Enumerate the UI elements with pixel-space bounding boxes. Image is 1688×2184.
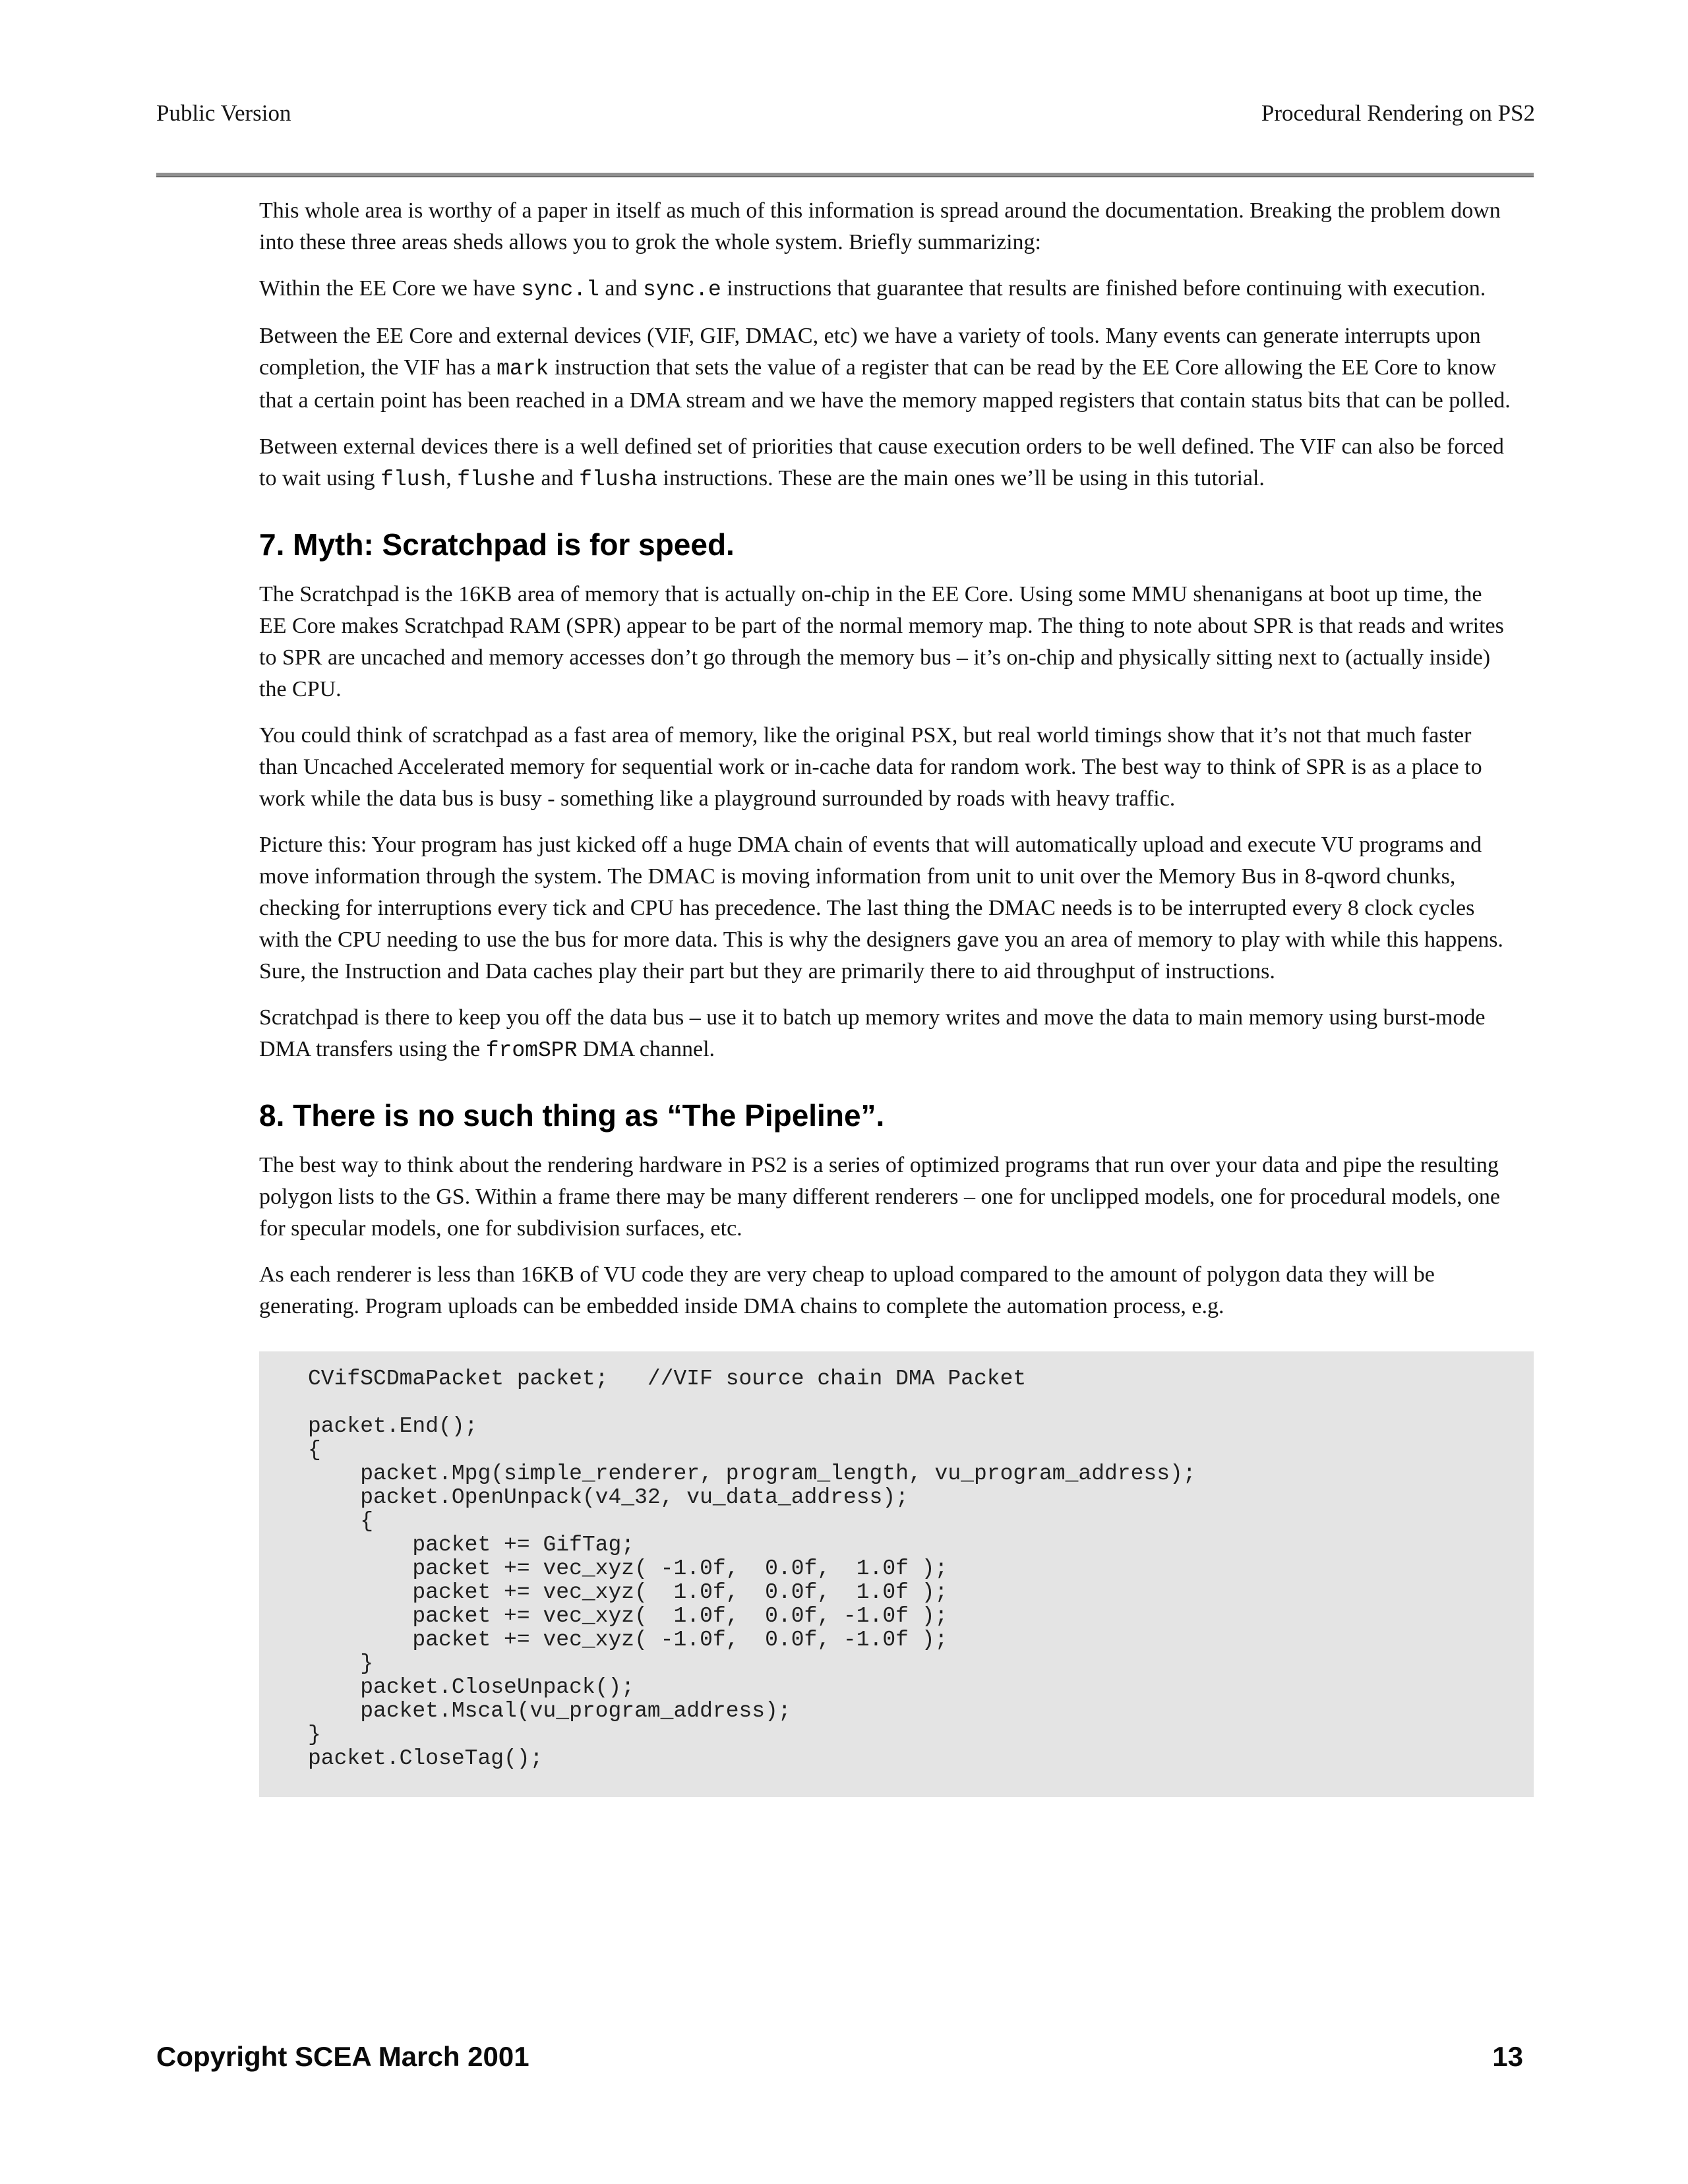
code-line: packet.CloseTag();	[308, 1746, 543, 1771]
footer-copyright-text: Copyright SCEA March 2001	[156, 2041, 529, 2072]
paragraph: Scratchpad is there to keep you off the data bus – use it to batch up memory writes and move the data to main memory using burst-mode DMA transfers using the fromSPR DMA channel.	[259, 1005, 1486, 1063]
code-line: packet += vec_xyz( 1.0f, 0.0f, 1.0f );	[308, 1580, 948, 1605]
paragraph: The best way to think about the rendering hardware in PS2 is a series of optimized programs that run over your data and pipe the resulting polygon lists to the GS. Within a frame there may be many different renderers – one for unclipped models, one for procedural models, one for specular models, one for subdivision surfaces, etc.	[259, 1153, 1500, 1241]
paragraph: Between the EE Core and external devices (VIF, GIF, DMAC, etc) we have a variety of tools. Many events can generate interrupts upon completion, the VIF has a mark instruction that sets the value of a register that can be read by the EE Core allowing the EE Core to know that a certain point has been reached in a DMA stream and we have the memory mapped registers that contain status bits that can be polled.	[259, 324, 1511, 413]
code-line: {	[308, 1438, 321, 1462]
code-line	[308, 1391, 1521, 1415]
section-heading: 7. Myth: Scratchpad is for speed.	[259, 527, 735, 562]
document-body	[259, 195, 1512, 1797]
code-line: }	[308, 1651, 374, 1676]
code-line: packet.Mscal(vu_program_address);	[308, 1699, 791, 1723]
code-line: packet.CloseUnpack();	[308, 1675, 635, 1699]
header-rule	[156, 173, 1534, 177]
code-line: }	[308, 1723, 321, 1747]
inline-code: flushe	[457, 467, 536, 492]
paragraph: The Scratchpad is the 16KB area of memory that is actually on-chip in the EE Core. Using some MMU shenanigans at boot up time, the EE Core makes Scratchpad RAM (SPR) appear to be part of the normal memory map. The thing to note about SPR is that reads and writes to SPR are uncached and memory accesses don’t go through the memory bus – it’s on-chip and physically sitting next to (actually inside) the CPU.	[259, 582, 1504, 701]
paragraph: This whole area is worthy of a paper in itself as much of this information is spread around the documentation. Breaking the problem down into these three areas sheds allows you to grok the whole system. Briefly summarizing:	[259, 198, 1501, 254]
paragraph: You could think of scratchpad as a fast area of memory, like the original PSX, but real world timings show that it’s not that much faster than Uncached Accelerated memory for sequential work or in-cache data for random work. The best way to think of SPR is as a place to work while the data bus is busy - something like a playground surrounded by roads with heavy traffic.	[259, 723, 1482, 811]
page-header	[156, 99, 1535, 128]
code-line: packet.Mpg(simple_renderer, program_length, vu_program_address);	[308, 1461, 1196, 1486]
inline-code: flusha	[579, 467, 657, 492]
inline-code: fromSPR	[485, 1038, 578, 1063]
paragraph: Within the EE Core we have sync.l and sync.e instructions that guarantee that results are finished before continuing with execution.	[259, 276, 1486, 302]
section-heading: 8. There is no such thing as “The Pipeline”.	[259, 1098, 885, 1133]
code-block	[259, 1351, 1534, 1797]
header-right-text: Procedural Rendering on PS2	[1261, 100, 1535, 126]
code-line: packet.End();	[308, 1414, 478, 1438]
paragraph: Picture this: Your program has just kicked off a huge DMA chain of events that will automatically upload and execute VU programs and move information through the system. The DMAC is moving information from unit to unit over the Memory Bus in 8-qword chunks, checking for interruptions every tick and CPU has precedence. The last thing the DMAC needs is to be interrupted every 8 clock cycles with the CPU needing to use the bus for more data. This is why the designers gave you an area of memory to play with while this happens. Sure, the Instruction and Data caches play their part but they are primarily there to aid throughput of instructions.	[259, 833, 1503, 984]
code-line: packet.OpenUnpack(v4_32, vu_data_address);	[308, 1485, 909, 1510]
code-line: packet += vec_xyz( 1.0f, 0.0f, -1.0f );	[308, 1604, 948, 1628]
inline-code: sync.e	[642, 278, 721, 302]
header-left-text: Public Version	[156, 100, 291, 126]
footer-page-number: 13	[1492, 2041, 1523, 2072]
inline-code: flush	[380, 467, 446, 492]
inline-code: mark	[497, 357, 549, 381]
code-line: packet += GifTag;	[308, 1533, 635, 1557]
inline-code: sync.l	[521, 278, 599, 302]
code-line: CVifSCDmaPacket packet; //VIF source chain DMA Packet	[308, 1367, 1027, 1391]
code-line: packet += vec_xyz( -1.0f, 0.0f, -1.0f );	[308, 1628, 948, 1652]
paragraph: Between external devices there is a well defined set of priorities that cause execution orders to be well defined. The VIF can also be forced to wait using flush, flushe and flusha instructions. These are the main ones we’ll be using in this tutorial.	[259, 434, 1504, 492]
code-line: packet += vec_xyz( -1.0f, 0.0f, 1.0f );	[308, 1556, 948, 1581]
page-footer	[156, 2041, 1523, 2073]
code-line: {	[308, 1509, 374, 1533]
paragraph: As each renderer is less than 16KB of VU code they are very cheap to upload compared to the amount of polygon data they will be generating. Program uploads can be embedded inside DMA chains to complete the automation process, e.g.	[259, 1262, 1435, 1318]
